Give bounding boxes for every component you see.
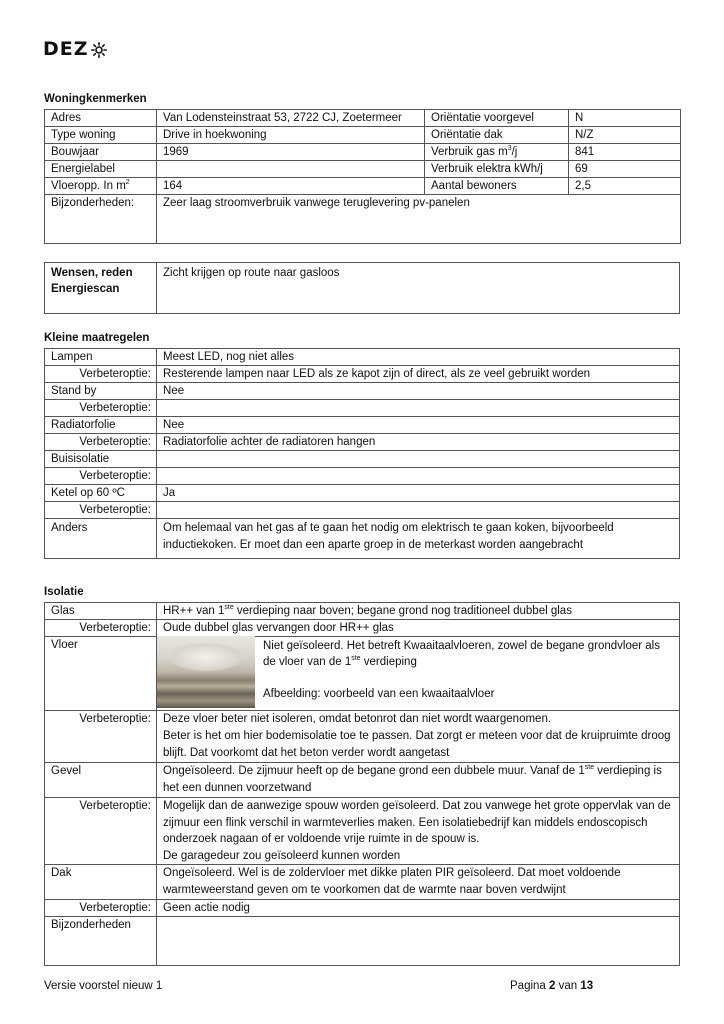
label-cell: Dak bbox=[45, 865, 157, 900]
label-cell: Verbeteroptie: bbox=[45, 798, 157, 865]
sun-icon bbox=[91, 42, 107, 58]
table-row bbox=[45, 900, 680, 917]
table-row bbox=[45, 468, 680, 485]
superscript: ste bbox=[351, 655, 361, 663]
label-cell: Adres bbox=[45, 110, 157, 127]
table-row bbox=[45, 349, 680, 366]
value-cell bbox=[157, 711, 680, 763]
label-cell bbox=[45, 178, 157, 195]
table-row bbox=[45, 637, 680, 711]
table-row bbox=[45, 451, 680, 468]
dez-logo bbox=[43, 40, 107, 59]
value-cell: Nee bbox=[157, 417, 680, 434]
value-cell: Meest LED, nog niet alles bbox=[157, 349, 680, 366]
label-cell: Verbeteroptie: bbox=[45, 468, 157, 485]
value-text: verdieping naar boven; begane grond nog traditioneel dubbel glas bbox=[233, 605, 572, 617]
label-cell: Type woning bbox=[45, 127, 157, 144]
value-cell bbox=[157, 798, 680, 865]
value-cell: Oude dubbel glas vervangen door HR++ glas bbox=[157, 620, 680, 637]
value-cell: Radiatorfolie achter de radiatoren hangen bbox=[157, 434, 680, 451]
value-cell bbox=[157, 603, 680, 620]
label-cell: Gevel bbox=[45, 763, 157, 798]
section-title-kleine-maatregelen: Kleine maatregelen bbox=[44, 332, 150, 344]
value-cell: Zeer laag stroomverbruik vanwege teruglevering pv-panelen bbox=[157, 195, 681, 244]
label-cell: Anders bbox=[45, 519, 157, 559]
table-row bbox=[45, 417, 680, 434]
value-cell: N/Z bbox=[569, 127, 681, 144]
value-line: Mogelijk dan de aanwezige spouw worden geïsoleerd. Dat zou vanwege het grote oppervlak van de zijmuur een flink verschil in warmteverlies maken. Een isolatiebedrijf kan middels endoscopisch onderzoek nagaan of er voldoende vrije ruimte in de spouw is. bbox=[163, 800, 671, 845]
table-row bbox=[45, 263, 680, 314]
value-cell: 69 bbox=[569, 161, 681, 178]
label-text: Vloeropp. In m bbox=[51, 180, 126, 192]
table-row bbox=[45, 434, 680, 451]
table-row bbox=[45, 400, 680, 417]
value-cell: Ongeïsoleerd. Wel is de zoldervloer met dikke platen PIR geïsoleerd. Dat moet voldoende warmteweerstand geven om te voorkomen dat de warmte naar boven verdwijnt bbox=[157, 865, 680, 900]
value-cell: 2,5 bbox=[569, 178, 681, 195]
value-cell: 841 bbox=[569, 144, 681, 161]
value-cell bbox=[157, 468, 680, 485]
label-cell: Bijzonderheden bbox=[45, 917, 157, 966]
value-line: Beter is het om hier bodemisolatie toe te passen. Dat zorgt er meteen voor dat de kruipruimte droog blijft. Dat voorkomt dat het beton verder wordt aangetast bbox=[163, 730, 671, 759]
label-cell: Radiatorfolie bbox=[45, 417, 157, 434]
value-text: Ongeïsoleerd. De zijmuur heeft op de begane grond een dubbele muur. Vanaf de 1 bbox=[163, 765, 585, 777]
value-cell bbox=[157, 400, 680, 417]
value-cell: 1969 bbox=[157, 144, 425, 161]
table-row bbox=[45, 383, 680, 400]
label-cell: Verbeteroptie: bbox=[45, 434, 157, 451]
superscript: ste bbox=[224, 604, 234, 612]
wensen-table bbox=[44, 262, 680, 314]
label-cell: Verbeteroptie: bbox=[45, 620, 157, 637]
page-prefix: Pagina bbox=[510, 980, 550, 992]
label-cell: Verbeteroptie: bbox=[45, 400, 157, 417]
table-row bbox=[45, 366, 680, 383]
page-mid: van bbox=[555, 980, 581, 992]
footer-version: Versie voorstel nieuw 1 bbox=[44, 980, 163, 992]
label-cell: Oriëntatie voorgevel bbox=[425, 110, 569, 127]
logo-text: DEZ bbox=[43, 38, 89, 60]
value-cell: 164 bbox=[157, 178, 425, 195]
label-cell: Verbruik elektra kWh/j bbox=[425, 161, 569, 178]
table-row bbox=[45, 603, 680, 620]
table-row bbox=[45, 485, 680, 502]
table-row bbox=[45, 195, 681, 244]
label-cell: Energielabel bbox=[45, 161, 157, 178]
value-line: Deze vloer beter niet isoleren, omdat betonrot dan niet wordt waargenomen. bbox=[163, 713, 552, 725]
table-row bbox=[45, 865, 680, 900]
value-cell: N bbox=[569, 110, 681, 127]
label-cell: Aantal bewoners bbox=[425, 178, 569, 195]
current-page: 2 bbox=[549, 980, 556, 992]
table-row bbox=[45, 161, 681, 178]
value-cell: Nee bbox=[157, 383, 680, 400]
table-row bbox=[45, 798, 680, 865]
label-cell: Verbeteroptie: bbox=[45, 900, 157, 917]
superscript: 2 bbox=[125, 179, 130, 187]
section-title-woningkenmerken: Woningkenmerken bbox=[44, 93, 147, 105]
value-cell bbox=[157, 637, 680, 711]
value-cell: Om helemaal van het gas af te gaan het nodig om elektrisch te gaan koken, bijvoorbeeld inductiekoken. Er moet dan een aparte groep in de meterkast worden aangebracht bbox=[157, 519, 680, 559]
label-cell: Glas bbox=[45, 603, 157, 620]
value-cell: Geen actie nodig bbox=[157, 900, 680, 917]
label-cell: Oriëntatie dak bbox=[425, 127, 569, 144]
table-row bbox=[45, 519, 680, 559]
value-cell: Resterende lampen naar LED als ze kapot zijn of direct, als ze veel gebruikt worden bbox=[157, 366, 680, 383]
table-row bbox=[45, 110, 681, 127]
value-line: De garagedeur zou geïsoleerd kunnen worden bbox=[163, 849, 401, 862]
table-row bbox=[45, 917, 680, 966]
value-text: HR++ van 1 bbox=[163, 605, 225, 617]
value-text: verdieping is het een dunnen voorzetwand bbox=[163, 765, 662, 794]
value-cell: Zicht krijgen op route naar gasloos bbox=[157, 263, 680, 314]
value-cell: Drive in hoekwoning bbox=[157, 127, 425, 144]
value-cell bbox=[157, 161, 425, 178]
image-caption: Afbeelding: voorbeeld van een kwaaitaalvloer bbox=[263, 688, 495, 700]
value-cell: Ja bbox=[157, 485, 680, 502]
value-cell bbox=[157, 917, 680, 966]
footer-page-number bbox=[510, 980, 593, 992]
label-text: Verbruik gas m bbox=[431, 146, 508, 158]
label-cell: Lampen bbox=[45, 349, 157, 366]
label-cell: Verbeteroptie: bbox=[45, 366, 157, 383]
label-cell bbox=[425, 144, 569, 161]
label-cell: Bijzonderheden: bbox=[45, 195, 157, 244]
table-row bbox=[45, 178, 681, 195]
table-row bbox=[45, 502, 680, 519]
section-title-isolatie: Isolatie bbox=[44, 586, 84, 598]
table-row bbox=[45, 763, 680, 798]
superscript: ste bbox=[584, 764, 595, 772]
value-cell bbox=[157, 763, 680, 798]
label-cell: Verbeteroptie: bbox=[45, 502, 157, 519]
superscript: 3 bbox=[507, 145, 512, 153]
label-cell: Vloer bbox=[45, 637, 157, 711]
label-cell: Ketel op 60 ºC bbox=[45, 485, 157, 502]
label-suffix: /j bbox=[511, 146, 518, 158]
value-text: verdieping bbox=[360, 656, 417, 668]
kwaaitaalvloer-image bbox=[157, 636, 255, 708]
value-cell: Van Lodensteinstraat 53, 2722 CJ, Zoetermeer bbox=[157, 110, 425, 127]
label-cell: Verbeteroptie: bbox=[45, 711, 157, 763]
table-row bbox=[45, 127, 681, 144]
isolatie-table bbox=[44, 602, 680, 966]
table-row bbox=[45, 620, 680, 637]
label-cell: Stand by bbox=[45, 383, 157, 400]
woningkenmerken-table bbox=[44, 109, 681, 244]
value-cell bbox=[157, 502, 680, 519]
label-cell: Buisisolatie bbox=[45, 451, 157, 468]
table-row bbox=[45, 144, 681, 161]
label-cell: Wensen, reden Energiescan bbox=[45, 263, 157, 314]
kleine-maatregelen-table bbox=[44, 348, 680, 559]
value-cell bbox=[157, 451, 680, 468]
table-row bbox=[45, 711, 680, 763]
total-pages: 13 bbox=[580, 980, 594, 992]
label-cell: Bouwjaar bbox=[45, 144, 157, 161]
value-text: Niet geïsoleerd. Het betreft Kwaaitaalvloeren, zowel de begane grondvloer als de vloer van de 1 bbox=[263, 640, 660, 668]
